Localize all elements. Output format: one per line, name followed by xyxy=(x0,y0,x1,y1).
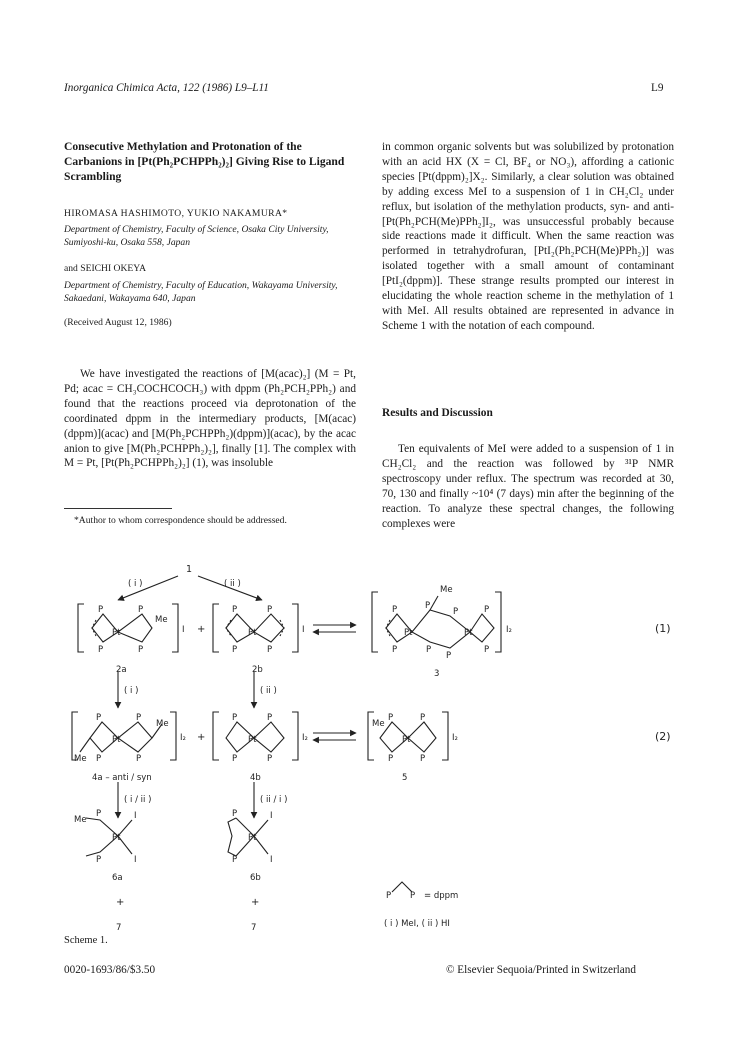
atom-label: I₂ xyxy=(452,733,458,743)
atom-label: Me xyxy=(74,815,87,825)
atom-label: P xyxy=(98,645,104,655)
atom-label: I xyxy=(182,625,185,635)
atom-label: Pt xyxy=(402,735,411,745)
compound-label-7: 7 xyxy=(251,923,257,933)
scheme-step-ii-i: ( ii / i ) xyxy=(260,795,288,805)
atom-label: P xyxy=(96,809,102,819)
footnote: *Author to whom correspondence should be addressed. xyxy=(74,515,287,526)
scheme-step-ii-down: ( ii ) xyxy=(260,686,277,696)
footer-publisher: © Elsevier Sequoia/Printed in Switzerland xyxy=(446,964,636,976)
atom-label: P xyxy=(138,605,144,615)
compound-label-6b: 6b xyxy=(250,873,261,883)
atom-label: P xyxy=(267,645,273,655)
atom-label: P xyxy=(484,645,490,655)
atom-label: P xyxy=(392,645,398,655)
page-number: L9 xyxy=(651,82,664,94)
scheme-caption: Scheme 1. xyxy=(64,935,108,946)
section-heading: Results and Discussion xyxy=(382,407,493,419)
atom-label: I₂ xyxy=(180,733,186,743)
equation-number-1: (1) xyxy=(655,622,671,635)
atom-label: P xyxy=(136,713,142,723)
atom-label: I xyxy=(134,855,137,865)
atom-label: P xyxy=(426,645,432,655)
left-column xyxy=(64,140,356,185)
footer-code: 0020-1693/86/$3.50 xyxy=(64,964,156,976)
atom-label: P xyxy=(420,754,426,764)
scheme-step-i-down: ( i ) xyxy=(124,686,139,696)
atom-label: P xyxy=(425,601,431,611)
atom-label: I xyxy=(270,855,273,865)
atom-label: I₂ xyxy=(302,733,308,743)
atom-label: P xyxy=(136,754,142,764)
plus-sign: + xyxy=(197,732,206,743)
reaction-scheme xyxy=(0,560,737,940)
atom-label: Me xyxy=(440,585,453,595)
atom-label: P xyxy=(98,605,104,615)
compound-label-4b: 4b xyxy=(250,773,261,783)
atom-label: P xyxy=(420,713,426,723)
atom-label: Pt xyxy=(248,628,257,638)
legend-reagents: ( i ) MeI, ( ii ) HI xyxy=(384,919,450,929)
atom-label: P xyxy=(388,713,394,723)
scheme-step-ii: ( ii ) xyxy=(224,579,241,589)
atom-label: I xyxy=(302,625,305,635)
footnote-rule xyxy=(64,508,172,509)
journal-reference: Inorganica Chimica Acta, 122 (1986) L9–L11 xyxy=(64,82,269,94)
intro-paragraph-left xyxy=(64,367,356,471)
atom-label: P xyxy=(138,645,144,655)
atom-label: P xyxy=(96,754,102,764)
atom-label: P xyxy=(446,651,452,661)
paragraph-2: in common organic solvents but was solubilized by protonation with an acid HX (X = Cl, BF₄ or NO₃), affording a cationic species [Pt(dppm)₂]X₂. Similarly, a clear solution was obtained by adding excess MeI to a suspension of 1 in CH₂Cl₂ under reflux, but isolation of the methylation products, syn- and anti-[Pt(Ph₂PCH(Me)PPh₂]I₂, was unsuccessful probably because side reactions made it difficult. When the same reaction was performed in tetrahydrofuran, [PtI₂(Ph₂PCH(Me)PPh₂)] was isolated together with a small amount of contaminant [PtI₂(dppm)]. These strange results prompted our interest in elucidating the whole reaction scheme in the methylation of 1 with MeI. All results obtained are represented in advance in Scheme 1 with the notation of each compound. xyxy=(382,141,674,332)
atom-label: P xyxy=(96,713,102,723)
atom-label: I xyxy=(270,811,273,821)
atom-label: Pt xyxy=(404,628,413,638)
atom-label: P xyxy=(484,605,490,615)
atom-label: P xyxy=(232,713,238,723)
compound-label-2a: 2a xyxy=(116,665,127,675)
atom-label: Pt xyxy=(112,833,121,843)
atom-label: Pt xyxy=(464,628,473,638)
atom-label: I xyxy=(134,811,137,821)
atom-label: Pt xyxy=(248,735,257,745)
atom-label: Me xyxy=(155,615,168,625)
scheme-step-i: ( i ) xyxy=(128,579,143,589)
atom-label: Me xyxy=(156,719,169,729)
atom-label: P xyxy=(232,754,238,764)
affiliation-wakayama: Department of Chemistry, Faculty of Education, Wakayama University, Sakaedani, Wakayama 640, Japan xyxy=(64,280,338,304)
article-title: Consecutive Methylation and Protonation of the Carbanions in [Pt(Ph₂PCHPPh₂)₂] Giving Rise to Ligand Scrambling xyxy=(64,140,345,183)
atom-label: P xyxy=(392,605,398,615)
compound-label-6a: 6a xyxy=(112,873,123,883)
compound-label-3: 3 xyxy=(434,669,440,679)
plus-sign: + xyxy=(197,624,206,635)
atom-label: P xyxy=(96,855,102,865)
atom-label: Me xyxy=(372,719,385,729)
atom-label: I₂ xyxy=(506,625,512,635)
plus-sign: + xyxy=(116,897,125,908)
affiliation-osaka: Department of Chemistry, Faculty of Science, Osaka City University, Sumiyoshi-ku, Osaka 558, Japan xyxy=(64,224,329,248)
atom-label: P xyxy=(410,891,416,901)
authors-primary: HIROMASA HASHIMOTO, YUKIO NAKAMURA* xyxy=(64,208,288,219)
atom-label: P xyxy=(386,891,392,901)
atom-label: P xyxy=(267,605,273,615)
legend-dppm: = dppm xyxy=(424,891,459,901)
atom-label: P xyxy=(232,605,238,615)
atom-label: P xyxy=(232,809,238,819)
paragraph-3: Ten equivalents of MeI were added to a suspension of 1 in CH₂Cl₂ and the reaction was followed by ³¹P NMR spectroscopy under reflux. The spectrum was recorded at 30, 70, 130 and finally ~10⁴ (7 days) min after the beginning of the reaction. To analyze these spectral changes, the following complexes were xyxy=(382,443,674,530)
compound-label-4a: 4a – anti / syn xyxy=(92,773,152,783)
plus-sign: + xyxy=(251,897,260,908)
authors-secondary: and SEICHI OKEYA xyxy=(64,263,147,274)
compound-label-7: 7 xyxy=(116,923,122,933)
atom-label: Me xyxy=(74,754,87,764)
compound-label-5: 5 xyxy=(402,773,408,783)
atom-label: P xyxy=(232,645,238,655)
atom-label: Pt xyxy=(248,833,257,843)
scheme-compound-1: 1 xyxy=(186,564,193,575)
atom-label: Pt xyxy=(112,628,121,638)
atom-label: P xyxy=(232,855,238,865)
atom-label: P xyxy=(267,754,273,764)
paragraph-1: We have investigated the reactions of [M(acac)₂] (M = Pt, Pd; acac = CH₃COCHCOCH₃) with dppm (Ph₂PCH₂PPh₂) and found that the reactions proceed via deprotonation of the coordinated dppm in the intermediary products, [M(acac)(dppm)](acac) and [M(Ph₂PCHPPh₂)(dppm)](acac), by the acac anion to give [M(Ph₂PCHPPh₂)₂], finally [1]. The complex with M = Pt, [Pt(Ph₂PCHPPh₂)₂] (1), was insoluble xyxy=(64,368,356,470)
results-paragraph xyxy=(382,442,674,531)
atom-label: Pt xyxy=(112,735,121,745)
received-date: (Received August 12, 1986) xyxy=(64,317,172,328)
equation-number-2: (2) xyxy=(655,730,671,743)
atom-label: P xyxy=(267,713,273,723)
atom-label: P xyxy=(453,607,459,617)
atom-label: P xyxy=(388,754,394,764)
compound-label-2b: 2b xyxy=(252,665,263,675)
right-column xyxy=(382,140,674,334)
scheme-step-i-ii: ( i / ii ) xyxy=(124,795,152,805)
